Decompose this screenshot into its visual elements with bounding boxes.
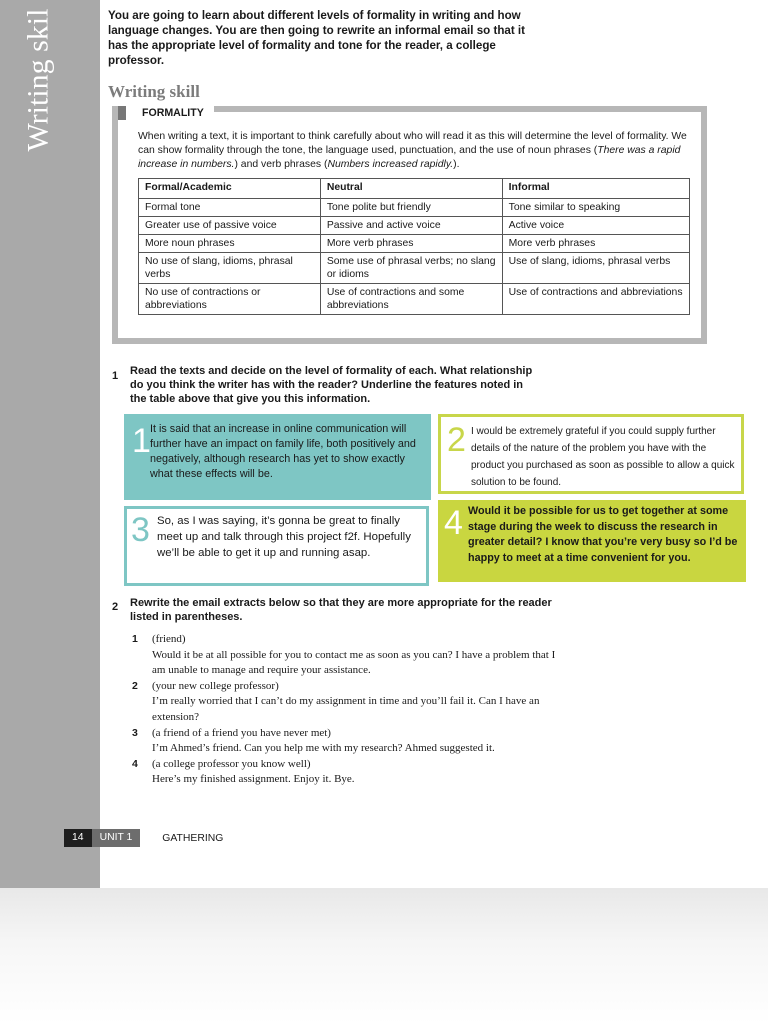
item-reader: (a college professor you know well) bbox=[152, 757, 311, 770]
formality-text-part: ). bbox=[453, 159, 460, 170]
item-number: 2 bbox=[132, 679, 138, 692]
text-card-1 bbox=[124, 414, 431, 500]
question-1-text: Read the texts and decide on the level of formality of each. What relationship do you think the writer has with the reader? Underline the features noted in the table above that give you this information. bbox=[130, 365, 533, 405]
formality-table bbox=[138, 178, 690, 315]
card-number: 2 bbox=[447, 421, 466, 459]
text-card-4 bbox=[438, 500, 746, 582]
unit-title: GATHERING bbox=[162, 832, 224, 844]
question-2-text: Rewrite the email extracts below so that they are more appropriate for the reader listed in parentheses. bbox=[130, 597, 552, 623]
card-text: I would be extremely grateful if you could supply further details of the nature of the problem you have with the product you purchased as soon as possible to allow a quick solution to be found. bbox=[471, 426, 735, 488]
intro-paragraph: You are going to learn about different levels of formality in writing and how language changes. You are then going to rewrite an informal email so that it has the appropriate level of formality and tone for the reader, a college professor. bbox=[108, 9, 526, 67]
page-footer bbox=[64, 829, 223, 847]
table-cell: Use of contractions and abbreviations bbox=[502, 284, 689, 315]
item-number: 3 bbox=[132, 726, 138, 739]
item-text: Would it be at all possible for you to contact me as soon as you can? I have a problem that I am unable to manage and require your assistance. bbox=[152, 648, 556, 677]
page-shadow bbox=[0, 888, 768, 1024]
side-section-label bbox=[8, 0, 68, 160]
side-section-label-text: Writing skil bbox=[21, 8, 54, 152]
table-cell: Passive and active voice bbox=[320, 217, 502, 235]
item-reader: (friend) bbox=[152, 633, 186, 645]
item-text: I’m really worried that I can’t do my assignment in time and you’ll fail it. Can I have an extension? bbox=[152, 695, 540, 723]
section-heading: Writing skill bbox=[108, 82, 200, 101]
table-cell: Some use of phrasal verbs; no slang or idioms bbox=[320, 253, 502, 284]
table-row bbox=[139, 217, 690, 235]
text-card-3 bbox=[124, 506, 429, 586]
item-reader: (a friend of a friend you have never met) bbox=[152, 726, 331, 739]
table-cell: More verb phrases bbox=[320, 235, 502, 253]
card-number: 1 bbox=[132, 422, 151, 460]
table-header-row bbox=[139, 179, 690, 199]
question-2-number: 2 bbox=[112, 601, 119, 613]
table-row bbox=[139, 235, 690, 253]
item-reader: (your new college professor) bbox=[152, 679, 279, 692]
item-number: 4 bbox=[132, 757, 138, 770]
table-cell: Use of slang, idioms, phrasal verbs bbox=[502, 253, 689, 284]
header-neutral: Neutral bbox=[320, 179, 502, 199]
table-cell: Tone polite but friendly bbox=[320, 199, 502, 217]
list-item bbox=[130, 757, 560, 788]
item-text: I’m Ahmed’s friend. Can you help me with my research? Ahmed suggested it. bbox=[152, 742, 495, 755]
page-number: 14 bbox=[64, 829, 92, 847]
card-number: 3 bbox=[131, 511, 150, 549]
item-number: 1 bbox=[132, 633, 138, 645]
table-row bbox=[139, 284, 690, 315]
question-1-number: 1 bbox=[112, 370, 119, 382]
table-row bbox=[139, 199, 690, 217]
table-cell: More noun phrases bbox=[139, 235, 321, 253]
formality-text-part: When writing a text, it is important to think carefully about who will read it as this will determine the level of formality. We can show formality through the tone, the language used, punctuation, and the use of noun phrases ( bbox=[138, 131, 687, 156]
card-text: It is said that an increase in online communication will further have an impact on family life, both positively and negatively, although research has yet to show exactly what these effects will be. bbox=[150, 423, 416, 480]
formality-text-part: ) and verb phrases ( bbox=[234, 159, 328, 170]
formality-box bbox=[112, 106, 707, 344]
table-cell: No use of contractions or abbreviations bbox=[139, 284, 321, 315]
list-item bbox=[130, 726, 560, 757]
item-text: Here’s my finished assignment. Enjoy it. Bye. bbox=[152, 773, 355, 786]
list-item bbox=[130, 679, 560, 726]
header-formal: Formal/Academic bbox=[139, 179, 321, 199]
side-strip bbox=[0, 0, 100, 888]
table-cell: Greater use of passive voice bbox=[139, 217, 321, 235]
table-cell: Active voice bbox=[502, 217, 689, 235]
noun-phrase-example: There was a rapid increase in numbers. bbox=[138, 145, 681, 170]
formality-tab: FORMALITY bbox=[118, 106, 214, 120]
table-cell: More verb phrases bbox=[502, 235, 689, 253]
table-row bbox=[139, 253, 690, 284]
unit-label: UNIT 1 bbox=[92, 829, 141, 847]
table-cell: Use of contractions and some abbreviations bbox=[320, 284, 502, 315]
card-text: Would it be possible for us to get together at some stage during the week to discuss the research in greater detail? I know that you’re very busy so I’d be happy to meet at a time convenient for you. bbox=[468, 505, 738, 564]
text-card-2 bbox=[438, 414, 744, 494]
table-cell: Tone similar to speaking bbox=[502, 199, 689, 217]
table-cell: No use of slang, idioms, phrasal verbs bbox=[139, 253, 321, 284]
table-cell: Formal tone bbox=[139, 199, 321, 217]
card-number: 4 bbox=[444, 504, 463, 542]
formality-explanation bbox=[138, 130, 698, 172]
list-item bbox=[130, 632, 560, 679]
header-informal: Informal bbox=[502, 179, 689, 199]
extract-list bbox=[130, 632, 560, 788]
verb-phrase-example: Numbers increased rapidly. bbox=[327, 159, 454, 170]
card-text: So, as I was saying, it’s gonna be great to finally meet up and talk through this project f2f. Hopefully we’ll be able to get it up and running asap. bbox=[157, 515, 411, 559]
